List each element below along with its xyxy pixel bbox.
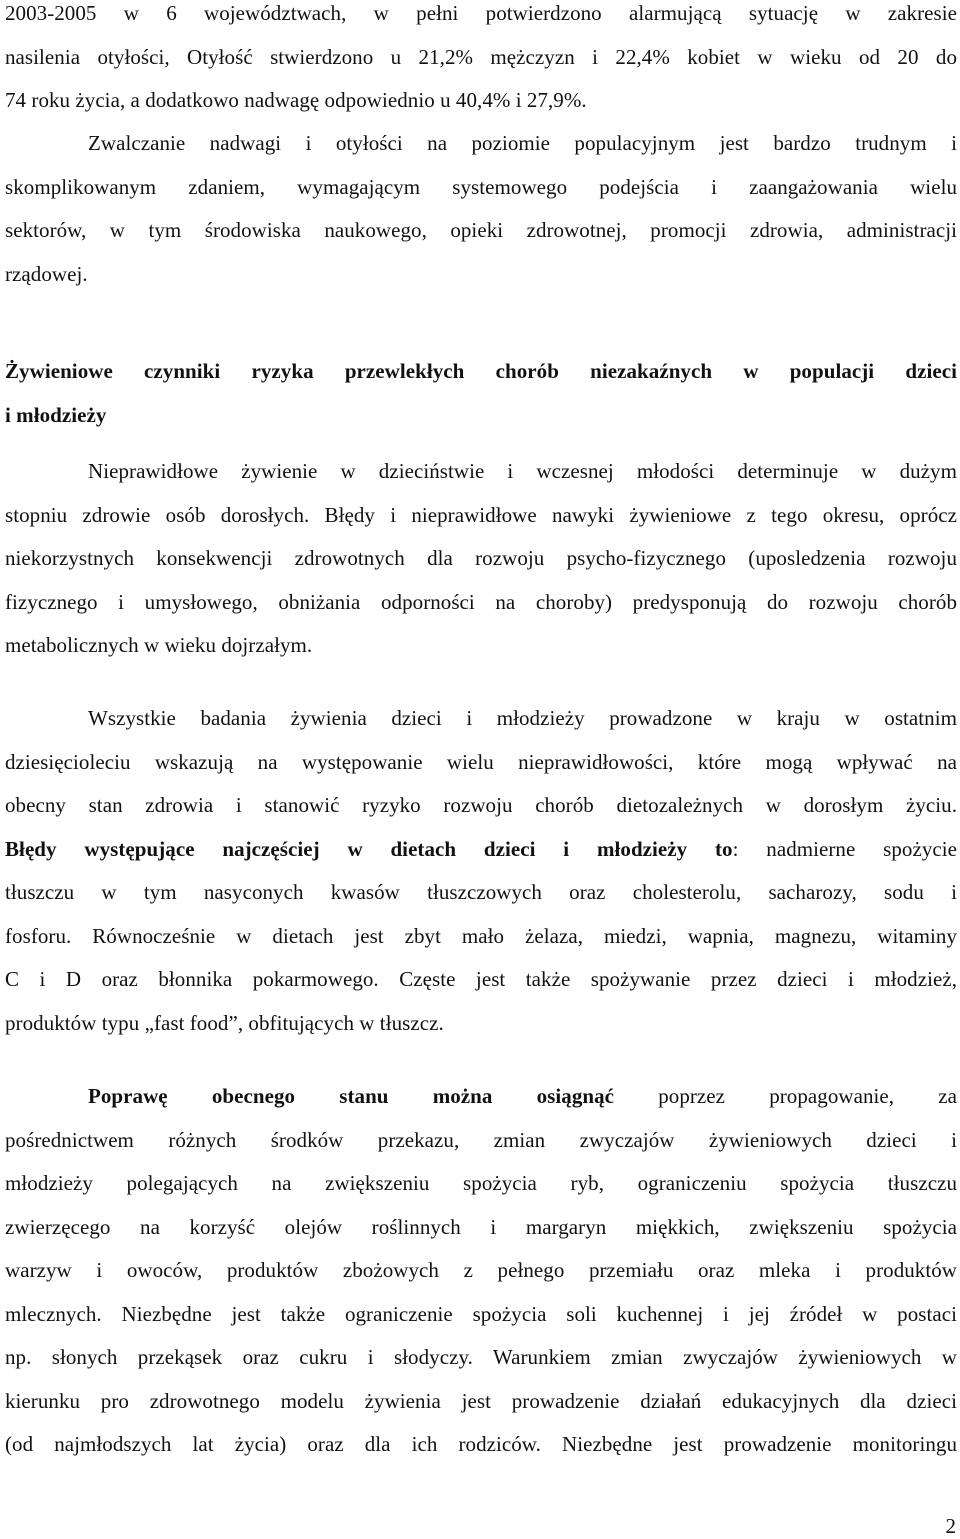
bold-lead: Błędy występujące najczęściej w dietach dzieci i młodzieży to <box>5 836 733 861</box>
text-line: Nieprawidłowe żywienie w dzieciństwie i wczesnej młodości determinuje w dużym <box>88 459 957 483</box>
text-line: młodzieży polegających na zwiększeniu spożycia ryb, ograniczeniu spożycia tłuszczu <box>5 1171 957 1195</box>
text-line: C i D oraz błonnika pokarmowego. Częste jest także spożywanie przez dzieci i młodzież, <box>5 967 957 991</box>
bold-lead: Poprawę obecnego stanu można osiągnąć <box>88 1084 615 1108</box>
heading-line: Żywieniowe czynniki ryzyka przewlekłych chorób niezakaźnych w populacji dzieci <box>5 359 957 383</box>
text-line: nasilenia otyłości, Otyłość stwierdzono u 21,2% mężczyzn i 22,4% kobiet w wieku od 20 do <box>5 44 957 69</box>
text-line: metabolicznych w wieku dojrzałym. <box>5 633 313 657</box>
text-line: warzyw i owoców, produktów zbożowych z pełnego przemiału oraz mleka i produktów <box>5 1258 957 1282</box>
text-line-with-bold-lead <box>5 838 957 882</box>
text-line: rządowej. <box>5 261 88 286</box>
text-line: skomplikowanym zdaniem, wymagającym systemowego podejścia i zaangażowania wielu <box>5 174 957 199</box>
text-line: pośrednictwem różnych środków przekazu, zmian zwyczajów żywieniowych dzieci i <box>5 1127 957 1152</box>
text-line: niekorzystnych konsekwencji zdrowotnych dla rozwoju psycho-fizycznego (uposledzenia rozwoju <box>5 546 957 570</box>
section-heading <box>5 360 957 447</box>
text-line: obecny stan zdrowia i stanowić ryzyko rozwoju chorób dietozależnych w dorosłym życiu. <box>5 793 957 817</box>
text-line-with-bold-lead <box>5 1085 957 1129</box>
text-line: Wszystkie badania żywienia dzieci i młodzieży prowadzone w kraju w ostatnim <box>88 706 957 730</box>
text-line: tłuszczu w tym nasyconych kwasów tłuszczowych oraz cholesterolu, sacharozy, sodu i <box>5 880 957 904</box>
text-line: np. słonych przekąsek oraz cukru i słodyczy. Warunkiem zmian zwyczajów żywieniowych w <box>5 1345 957 1369</box>
text-line: (od najmłodszych lat życia) oraz dla ich rodziców. Niezbędne jest prowadzenie monitoringu <box>5 1432 957 1456</box>
text-line: fosforu. Równocześnie w dietach jest zbyt mało żelaza, miedzi, wapnia, magnezu, witaminy <box>5 923 957 948</box>
text-line: mlecznych. Niezbędne jest także ograniczenie spożycia soli kuchennej i jej źródeł w postaci <box>5 1301 957 1326</box>
text-line: 74 roku życia, a dodatkowo nadwagę odpowiednio u 40,4% i 27,9%. <box>5 88 587 112</box>
paragraph-childhood-nutrition <box>5 460 957 678</box>
paragraph-improvement <box>5 1085 957 1477</box>
text-line: 2003-2005 w 6 województwach, w pełni potwierdzono alarmującą sytuację w zakresie <box>5 1 957 25</box>
text-line: zwierzęcego na korzyść olejów roślinnych i margaryn miękkich, zwiększeniu spożycia <box>5 1214 957 1239</box>
text-line: kierunku pro zdrowotnego modelu żywienia jest prowadzenie działań edukacyjnych dla dzieci <box>5 1388 957 1413</box>
text-line: dziesięcioleciu wskazują na występowanie wielu nieprawidłowości, które mogą wpływać na <box>5 749 957 774</box>
heading-line: i młodzieży <box>5 402 107 427</box>
text-line: sektorów, w tym środowiska naukowego, opieki zdrowotnej, promocji zdrowia, administracji <box>5 218 957 242</box>
paragraph-obesity-stats <box>5 2 957 133</box>
text-line: Zwalczanie nadwagi i otyłości na poziomie populacyjnym jest bardzo trudnym i <box>88 131 957 155</box>
paragraph-nutrition-studies <box>5 707 957 1055</box>
lead-rest: : nadmierne spożycie <box>732 836 957 861</box>
text-line: stopniu zdrowie osób dorosłych. Błędy i nieprawidłowe nawyki żywieniowe z tego okresu, oprócz <box>5 502 957 527</box>
page-number: 2 <box>945 1514 956 1538</box>
paragraph-combating-obesity <box>5 132 957 306</box>
lead-rest: poprzez propagowanie, za <box>614 1084 957 1108</box>
text-line: fizycznego i umysłowego, obniżania odporności na choroby) predysponują do rozwoju chorób <box>5 589 957 614</box>
text-line: produktów typu „fast food”, obfitujących w tłuszcz. <box>5 1010 444 1035</box>
